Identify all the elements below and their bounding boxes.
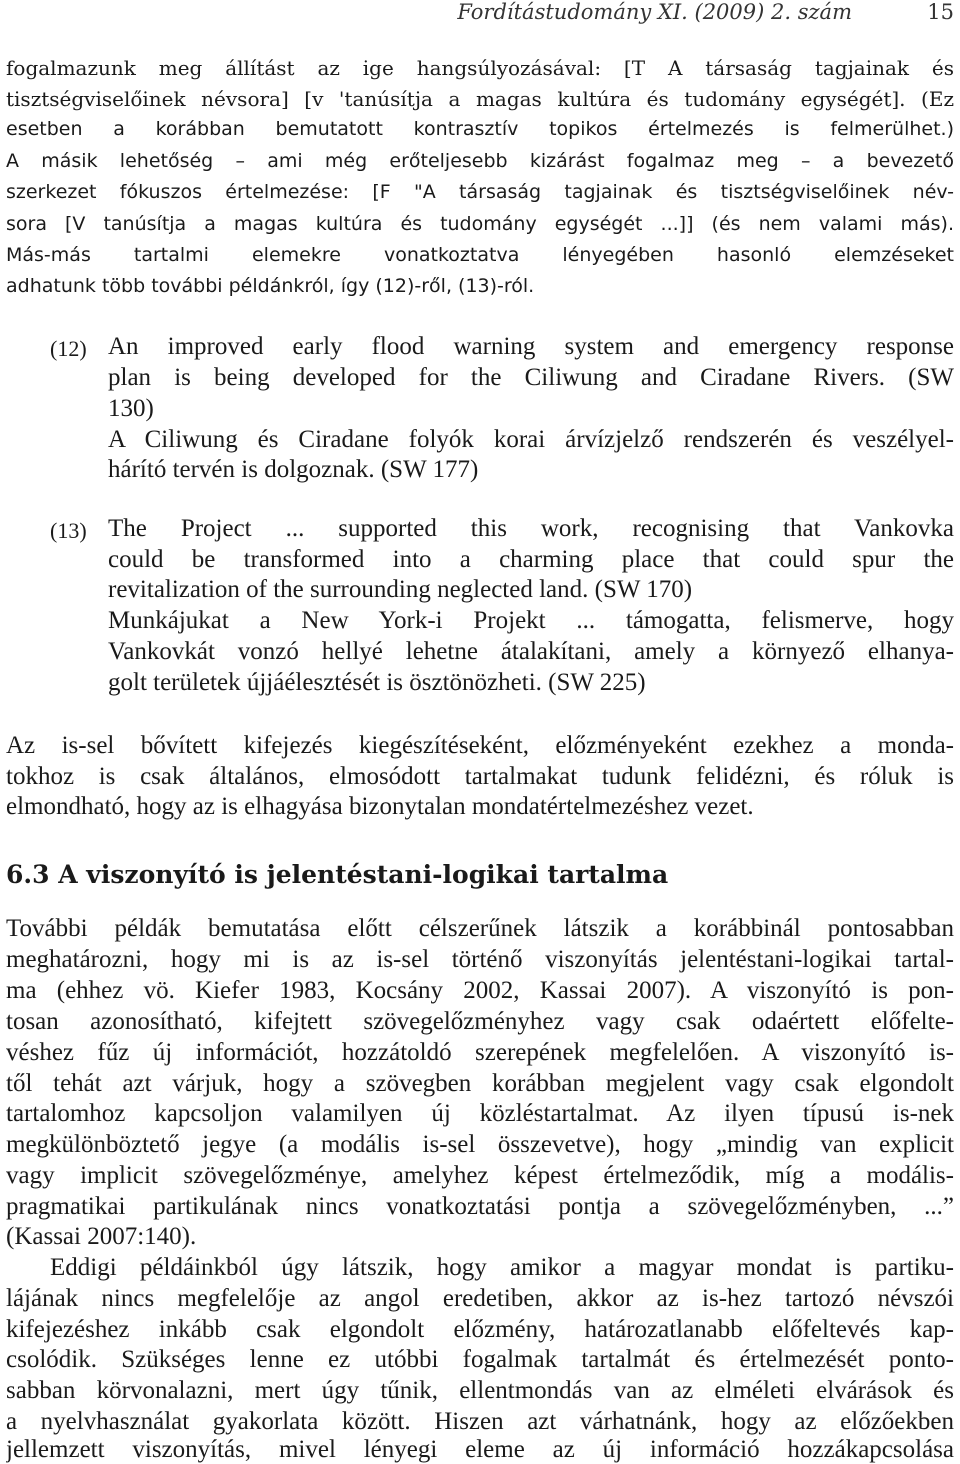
text-line: től tehát azt várjuk, hogy a szövegben korábban megjelent vagy csak elgondolt: [6, 1070, 954, 1097]
text-line: fogalmazunk meg állítást az ige hangsúlyozásával: [T A társaság tagjainak és: [6, 56, 954, 80]
text-line: ma (ehhez vö. Kiefer 1983, Kocsány 2002, Kassai 2007). A viszonyító is pon-: [6, 977, 954, 1004]
example-line: The Project ... supported this work, recognising that Vankovka: [108, 515, 954, 542]
example-line: golt területek újjáélesztését is ösztönözheti. (SW 225): [108, 669, 646, 696]
example-line: 130): [108, 395, 154, 422]
page-number: 15: [927, 0, 954, 24]
text-line: véshez fűz új információt, hozzátoldó szerepének megfelelően. A viszonyító is-: [6, 1039, 954, 1066]
text-line: a nyelvhasználat gyakorlata között. Hiszen azt várhatnánk, hogy az előzőekben: [6, 1408, 954, 1435]
text-line: vagy implicit szövegelőzménye, amelyhez képest értelmeződik, míg a modális-: [6, 1162, 954, 1189]
example-line: A Ciliwung és Ciradane folyók korai árvízjelző rendszerén és veszélyel-: [108, 426, 954, 453]
text-line: tisztségviselőinek névsora] [v 'tanúsítja a magas kultúra és tudomány egységét]. (Ez: [6, 87, 954, 111]
text-line: sora [V tanúsítja a magas kultúra és tudomány egységét ...]] (és nem valami más).: [6, 213, 954, 235]
example-line: hárító tervén is dolgoznak. (SW 177): [108, 456, 479, 483]
text-line: megkülönböztető jegye (a modális is-sel összevetve), hogy „mindig van explicit: [6, 1131, 954, 1158]
text-line: adhatunk több további példánkról, így (12)-ről, (13)-ról.: [6, 275, 535, 297]
text-line: kifejezéshez inkább csak elgondolt előzmény, határozatlanabb előfeltevés kap-: [6, 1316, 954, 1343]
text-line: Más-más tartalmi elemekre vonatkoztatva lényegében hasonló elemzéseket: [6, 244, 954, 266]
text-line: A másik lehetőség – ami még erőteljesebb kizárást fogalmaz meg – a bevezető: [6, 150, 954, 172]
text-line: jellemzett viszonyítás, mivel lényegi eleme az új információ hozzákapcsolása: [6, 1436, 954, 1463]
text-line: tosan azonosítható, kifejtett szövegelőzményhez vagy csak odaértett előfelte-: [6, 1008, 954, 1035]
example-line: revitalization of the surrounding neglected land. (SW 170): [108, 576, 693, 603]
text-line: esetben a korábban bemutatott kontrasztív topikos értelmezés is felmerülhet.): [6, 118, 954, 140]
example-line: could be transformed into a charming place that could spur the: [108, 546, 954, 573]
text-line: szerkezet fókuszos értelmezése: [F "A társaság tagjainak és tisztségviselőinek név-: [6, 181, 954, 203]
text-line: elmondható, hogy az is elhagyása bizonytalan mondatértelmezéshez vezet.: [6, 793, 754, 820]
example-number: (12): [50, 336, 87, 361]
text-line: tokhoz is csak általános, elmosódott tartalmakat tudunk felidézni, és róluk is: [6, 763, 954, 790]
text-line: csolódik. Szükséges lenne ez utóbbi fogalmak tartalmát és értelmezését ponto-: [6, 1346, 954, 1373]
text-line: sabban körvonalazni, mert úgy tűnik, ellentmondás van az elméleti elvárások és: [6, 1377, 954, 1404]
section-heading: 6.3 A viszonyító is jelentéstani-logikai tartalma: [6, 860, 669, 889]
text-line: pragmatikai partikulának nincs vonatkoztatási pontja a szövegelőzményben, ...”: [6, 1193, 954, 1220]
text-line: Az is-sel bővített kifejezés kiegészítéseként, előzményeként ezekhez a monda-: [6, 732, 954, 759]
running-header: [0, 0, 960, 30]
text-line: meghatározni, hogy mi is az is-sel történő viszonyítás jelentéstani-logikai tartal-: [6, 946, 954, 973]
text-line: tartalomhoz kapcsoljon valamilyen új közléstartalmat. Az ilyen típusú is-nek: [6, 1100, 954, 1127]
text-line: lájának nincs megfelelője az angol eredetiben, akkor az is-hez tartozó névszói: [6, 1285, 954, 1312]
example-line: plan is being developed for the Ciliwung and Ciradane Rivers. (SW: [108, 364, 954, 391]
example-line: Vankovkát vonzó hellyé lehetne átalakítani, amely a környező elhanya-: [108, 638, 954, 665]
example-number: (13): [50, 518, 87, 543]
journal-title: Fordítástudomány XI. (2009) 2. szám: [457, 0, 852, 24]
text-line: Eddigi példáinkból úgy látszik, hogy amikor a magyar mondat is partiku-: [50, 1254, 954, 1281]
example-line: Munkájukat a New York-i Projekt ... támogatta, felismerve, hogy: [108, 607, 954, 634]
text-line: (Kassai 2007:140).: [6, 1223, 197, 1250]
example-line: An improved early flood warning system and emergency response: [108, 333, 954, 360]
text-line: További példák bemutatása előtt célszerűnek látszik a korábbinál pontosabban: [6, 915, 954, 942]
